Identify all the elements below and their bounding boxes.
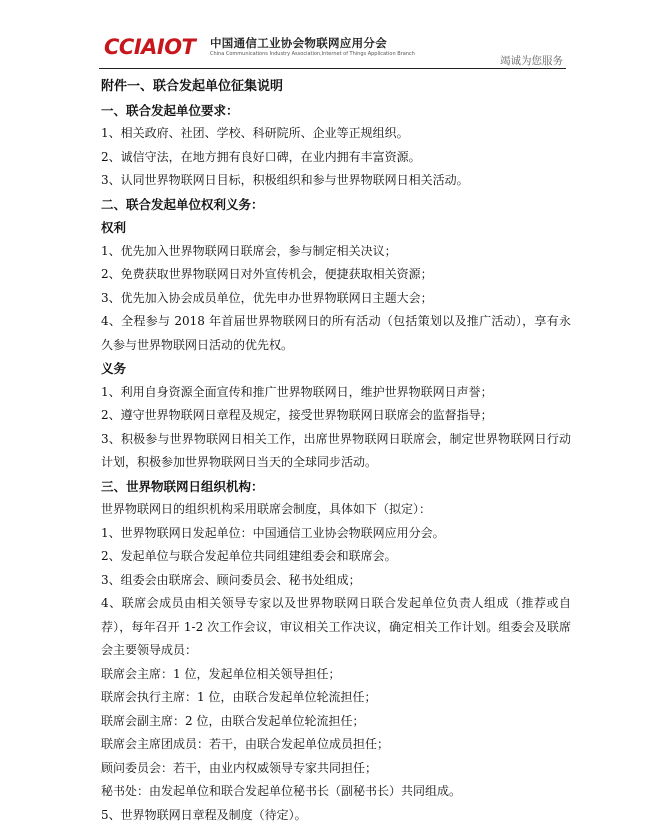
member-item: 联席会主席：1 位，发起单位相关领导担任； bbox=[101, 666, 341, 681]
section-heading: 二、联合发起单位权利义务： bbox=[101, 196, 264, 212]
section-intro: 世界物联网日的组织机构采用联席会制度，具体如下（拟定）： bbox=[101, 502, 432, 516]
list-item: 2、免费获取世界物联网日对外宣传机会，便捷获取相关资源； bbox=[101, 267, 433, 281]
member-item: 联席会副主席：2 位，由联合发起单位轮流担任； bbox=[101, 713, 365, 728]
section-heading: 一、联合发起单位要求： bbox=[101, 102, 239, 118]
logo-mark: CCIAIOT bbox=[104, 35, 196, 59]
list-item: 2、诚信守法，在地方拥有良好口碑，在业内拥有丰富资源。 bbox=[101, 149, 421, 164]
page-header bbox=[0, 0, 667, 72]
subsection-heading: 义务 bbox=[101, 361, 127, 376]
document-title: 附件一、联合发起单位征集说明 bbox=[101, 79, 284, 94]
list-item: 2、遵守世界物联网日章程及规定，接受世界物联网日联席会的监督指导； bbox=[101, 408, 493, 422]
list-item: 3、认同世界物联网日目标，积极组织和参与世界物联网日相关活动。 bbox=[101, 173, 469, 187]
member-item: 联席会执行主席：1 位，由联合发起单位轮流担任； bbox=[101, 690, 377, 704]
list-item: 2、发起单位与联合发起单位共同组建组委会和联席会。 bbox=[101, 549, 397, 563]
header-divider bbox=[99, 68, 566, 69]
list-item: 3、优先加入协会成员单位，优先申办世界物联网日主题大会； bbox=[101, 290, 433, 305]
list-item: 5、世界物联网日章程及制度（待定）。 bbox=[101, 807, 307, 822]
member-item: 秘书处：由发起单位和联合发起单位秘书长（副秘书长）共同组成。 bbox=[101, 784, 462, 798]
list-item: 1、优先加入世界物联网日联席会，参与制定相关决议； bbox=[101, 243, 397, 258]
document-body bbox=[101, 75, 571, 827]
section-heading: 三、世界物联网日组织机构： bbox=[101, 478, 264, 494]
list-item: 3、积极参与世界物联网日相关工作，出席世界物联网日联席会，制定世界物联网日行动计划，积极参加世界物联网日当天的全球同步活动。 bbox=[101, 431, 571, 469]
list-item: 4、联席会成员由相关领导专家以及世界物联网日联合发起单位负责人组成（推荐或自荐），每年召开 1-2 次工作会议，审议相关工作决议，确定相关工作计划。组委会及联席会主要领导成员： bbox=[101, 596, 571, 657]
list-item: 4、全程参与 2018 年首届世界物联网日的所有活动（包括策划以及推广活动），享有永久参与世界物联网日活动的优先权。 bbox=[101, 314, 571, 352]
list-item: 1、相关政府、社团、学校、科研院所、企业等正规组织。 bbox=[101, 126, 409, 140]
member-item: 联席会主席团成员：若干，由联合发起单位成员担任； bbox=[101, 737, 390, 751]
list-item: 1、利用自身资源全面宣传和推广世界物联网日，维护世界物联网日声誉； bbox=[101, 384, 493, 399]
header-slogan: 竭诚为您服务 bbox=[500, 55, 563, 67]
subsection-heading: 权利 bbox=[101, 220, 127, 235]
logo-english-name: China Communications Industry Association,Internet of Things Application Branch bbox=[210, 51, 415, 57]
list-item: 1、世界物联网日发起单位：中国通信工业协会物联网应用分会。 bbox=[101, 525, 445, 540]
member-item: 顾问委员会：若干，由业内权威领导专家共同担任； bbox=[101, 760, 378, 775]
list-item: 3、组委会由联席会、顾问委员会、秘书处组成； bbox=[101, 572, 361, 587]
logo-chinese-name: 中国通信工业协会物联网应用分会 bbox=[210, 36, 387, 50]
